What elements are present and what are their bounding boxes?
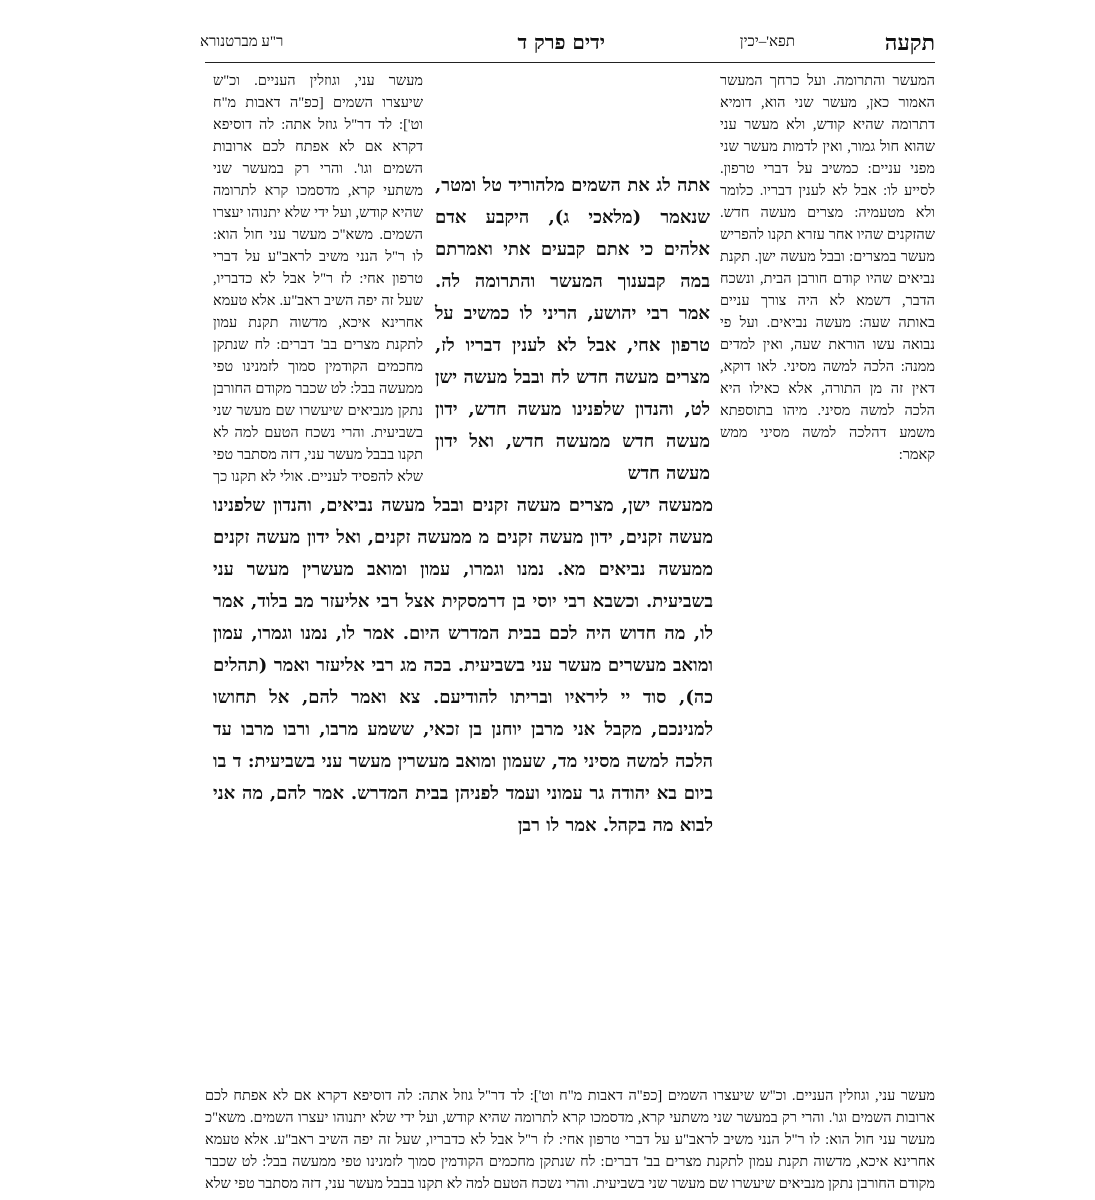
bartenura-commentary: המעשר והתרומה. ועל כרחך המעשר האמור כאן, מעשר שני הוא, דומיא דתרומה שהיא קודש, ולא מעשר עני שהוא חול גמור, ואין לדמות מעשר שני מפני עניים: כמשיב על דברי טרפון. לסייע לו: אבל לא לענין דבריו. כלומר ולא מטעמיה: מצרים מעשה חדש. שהזקנים שהיו אחר עזרא תקנו להפריש מעשר במצרים: ובבל מעשה ישן. תקנת נביאים שהיו קודם חורבן הבית, ונשכח הדבר, דשמא לא היה צורך עניים באותה שעה: מעשה נביאים. ועל פי נבואה עשו הוראת שעה, ואין למדים ממנה: הלכה למשה מסיני. לאו דוקא, דאין זה מן התורה, אלא כאילו היא הלכה למשה מסיני. מיהו בתוספתא משמע דהלכה למשה מסיני ממש קאמר: [720,73,935,463]
page-header [200,30,935,58]
page-number: תקעה [884,30,935,56]
verse-range: תפא'–יכין [739,34,795,50]
header-rule [205,62,935,63]
mishnah-text-lower: ממעשה ישן, מצרים מעשה זקנים ובבל מעשה נביאים, והנדון שלפנינו מעשה זקנים, ידון מעשה זקנים מ ממעשה זקנים, ואל ידון מעשה זקנים ממעשה נביאים מא. נמנו וגמרו, עמון ומואב מעשרין מעשר עני בשביעית. וכשבא רבי יוסי בן דרמסקית אצל רבי אליעזר מב בלוד, אמר לו, מה חדוש היה לכם בבית המדרש היום. אמר לו, נמנו וגמרו, עמון ומואב מעשרים מעשר עני בשביעית. בכה מג רבי אליעזר ואמר (תהלים כה), סוד יי ליראיו ובריתו להודיעם. צא ואמר להם, אל תחושו למנינכם, מקבל אני מרבן יוחנן בן זכאי, ששמע מרבו, ורבו מרבו עד הלכה למשה מסיני מד, שעמון ומואב מעשרין מעשר עני בשביעית: ד בו ביום בא יהודה גר עמוני ועמד לפניהן בבית המדרש. אמר להם, מה אני לבוא מה בקהל. אמר לו רבן [213,495,713,836]
tiferet-yisrael-continuation: מעשר עני, וגוזלין העניים. וכ"ש שיעצרו השמים [כפ"ה דאבות מ"ח וט']: לד דר"ל גוזל אתה: לה דוסיפא דקרא אם לא אפתח לכם ארובות השמים וגו'. והרי רק במעשר שני משתעי קרא, מדסמכו קרא לתרומה שהיא קודש, ועל ידי שלא יתנוהו יעצרו השמים. משא"כ מעשר עני חול הוא: לו ר"ל הנני משיב לראב"ע על דברי טרפון אחי: לז ר"ל אבל לא כדבריו, שעל זה יפה השיב ראב"ע. אלא טעמא אחרינא איכא, מדשוה תקנת עמון לתקנת מצרים בב' דברים: לח שנתקן מחכמים הקודמין סמוך לזמנינו טפי ממעשה בבל: לט שכבר מקודם החורבן נתקן מנביאים שיעשרו שם מעשר שני בשביעית. והרי נשכח הטעם למה לא תקנו בבבל מעשר עני, דזה מסתבר טפי שלא [205,1088,935,1192]
commentary-name: ר"ע מברטנורא [200,34,284,50]
tiferet-yisrael-commentary: מעשר עני, וגוזלין העניים. וכ"ש שיעצרו השמים [כפ"ה דאבות מ"ח וט']: לד דר"ל גוזל אתה: לה דוסיפא דקרא אם לא אפתח לכם ארובות השמים וגו'. והרי רק במעשר שני משתעי קרא, מדסמכו קרא לתרומה שהיא קודש, ועל ידי שלא יתנוהו יעצרו השמים. משא"כ מעשר עני חול הוא: לו ר"ל הנני משיב לראב"ע על דברי טרפון אחי: לז ר"ל אבל לא כדבריו, שעל זה יפה השיב ראב"ע. אלא טעמא אחרינא איכא, מדשוה תקנת עמון לתקנת מצרים בב' דברים: לח שנתקן מחכמים הקודמין סמוך לזמנינו טפי ממעשה בבל: לט שכבר מקודם החורבן נתקן מנביאים שיעשרו שם מעשר שני בשביעית. והרי נשכח הטעם למה לא תקנו בבבל מעשר עני, דזה מסתבר טפי שלא להפסיד לעניים. אולי לא תקנו כך [213,73,423,485]
mishnah-text-upper: אתה לג את השמים מלהוריד טל ומטר, שנאמר (מלאכי ג), היקבע אדם אלהים כי אתם קבעים אתי ואמרתם במה קבענוך המעשר והתרומה לה. אמר רבי יהושע, הריני לו כמשיב על טרפון אחי, אבל לא לענין דבריו לז, מצרים מעשה חדש לח ובבל מעשה ישן לט, והנדון שלפנינו מעשה חדש, ידון מעשה חדש ממעשה חדש, ואל ידון מעשה חדש [435,175,710,484]
chapter-title: ידים פרק ד [517,30,605,54]
